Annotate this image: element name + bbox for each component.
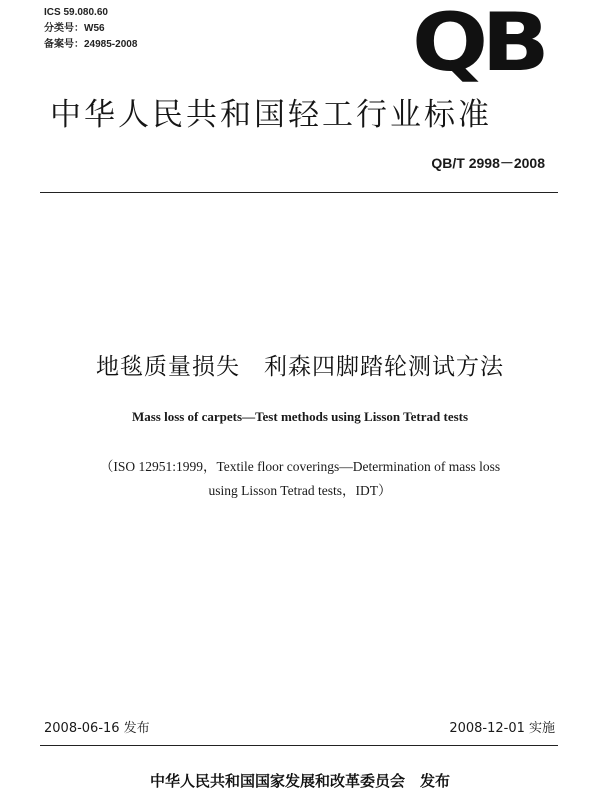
standard-number: QB/T 2998－2008: [431, 155, 545, 171]
iso-reference-line-1: （ISO 12951:1999，Textile floor coverings—Determination of mass loss: [99, 459, 501, 474]
issue-date: 2008-06-16 发布: [44, 721, 150, 736]
qb-logo: QB: [412, 0, 544, 89]
document-title-english: Mass loss of carpets—Test methods using Lisson Tetrad tests: [131, 409, 469, 424]
header-divider: [40, 192, 558, 193]
publisher: 中华人民共和国国家发展和改革委员会 发布: [149, 772, 450, 790]
implementation-date: 2008-12-01 实施: [449, 721, 555, 736]
footer-divider: [40, 745, 558, 746]
document-title-chinese: 地毯质量损失 利森四脚踏轮测试方法: [96, 354, 504, 380]
classification-number: 分类号：W56: [44, 23, 105, 34]
ics-code: ICS 59.080.60: [44, 7, 108, 18]
standard-category: 中华人民共和国轻工行业标准: [50, 97, 492, 133]
iso-reference-line-2: using Lisson Tetrad tests，IDT）: [208, 483, 392, 498]
record-number: 备案号：24985-2008: [44, 39, 138, 50]
